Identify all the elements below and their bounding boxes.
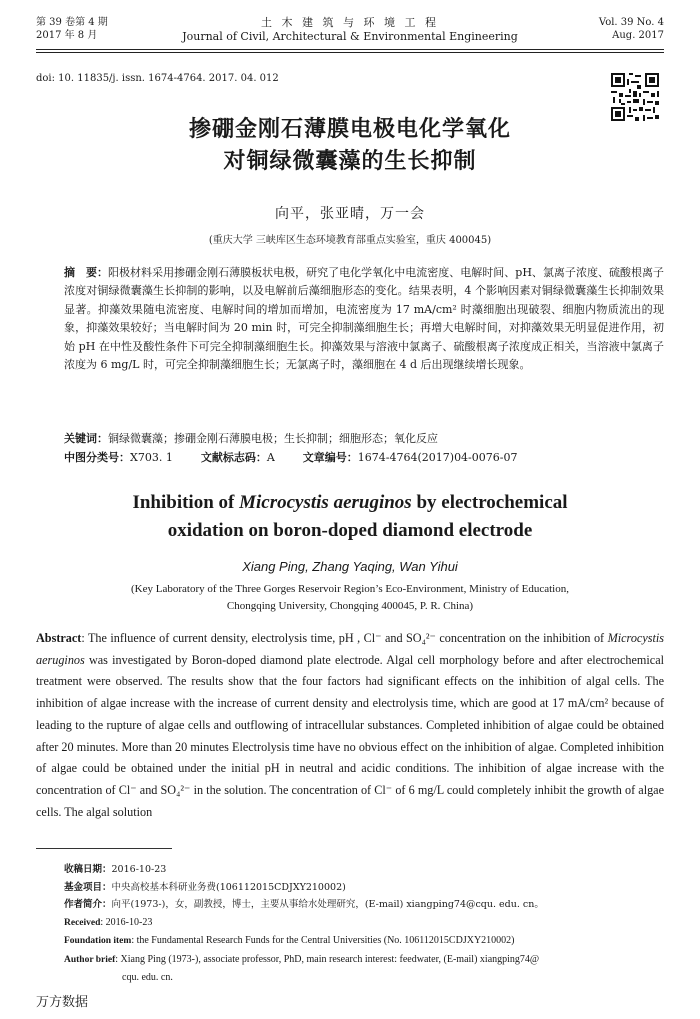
cn-authors: 向平，张亚晴，万一会 xyxy=(275,206,425,222)
doi[interactable]: doi: 10. 11835/j. issn. 1674-4764. 2017. 04. 012 xyxy=(36,73,279,84)
en-affiliation: (Key Laboratory of the Three Gorges Reservoir Region’s Eco-Environment, Ministry of Education, Chongqing University, Chongqing 400045, P. R. China) xyxy=(131,583,569,612)
footnote-received-cn: 收稿日期：2016-10-23 xyxy=(64,864,167,875)
en-abstract: Abstract: The influence of current density, electrolysis time, pH , Cl⁻ and SO₄²⁻ concentration on the inhibition of Microcystis aeruginos was investigated by Boron-doped diamond plate electrode. Algal cell morphology before and after electrochemical treatment were observed. The results show that the four factors had significant effects on the inhibition of algal cells. The inhibition of algae increase with the increase of current density and electrolysis time, which are good at 17 mA/cm² because of leading to the rupture of algae cells and outflowing of intracellular substances. Completed inhibition of algae could be obtained after 20 minutes. More than 20 minutes Electrolysis time have no obvious effect on the inhibition of algae. Completed inhibition of algae could be obtained under the initial pH in neutral and acidic conditions. The inhibition of algae increase with the concentration of Cl⁻ and SO₄²⁻ in the solution. The concentration of Cl⁻ of 6 mg/L could completely inhibit the growth of algae cells. The algal solution xyxy=(36,631,664,819)
footnote-author-en: Author brief: Xiang Ping (1973-), associate professor, PhD, main research interest: feedwater, (E-mail) xiangping74@ xyxy=(64,953,540,965)
footnote-fund-en: Foundation item: the Fundamental Research Funds for the Central Universities (No. 106112015CDJXY210002) xyxy=(64,935,515,946)
footnote-author-en-cont: cqu. edu. cn. xyxy=(122,972,173,983)
running-header xyxy=(36,16,664,48)
cn-affiliation: (重庆大学 三峡库区生态环境教育部重点实验室，重庆 400045) xyxy=(208,235,492,246)
header-volume-en: Vol. 39 No. 4 Aug. 2017 xyxy=(598,17,664,41)
en-abstract-label: Abstract xyxy=(36,631,82,645)
en-title: Inhibition of Microcystis aeruginos by electrochemical oxidation on boron-doped diamond electrode xyxy=(132,492,568,541)
journal-name-cn: 土 木 建 筑 与 环 境 工 程 xyxy=(261,16,439,29)
cn-abstract-label: 摘 要： xyxy=(64,266,109,279)
cn-classification: 中图分类号：X703. 1 文献标志码：A 文章编号：1674-4764(2017)04-0076-07 xyxy=(64,451,518,464)
footnote-author-cn: 作者简介：向平(1973-)，女，副教授，博士，主要从事给水处理研究，(E-mail) xiangping74@cqu. edu. cn。 xyxy=(64,899,544,910)
cn-keywords: 关键词：铜绿微囊藻；掺硼金刚石薄膜电极；生长抑制；细胞形态；氧化反应 xyxy=(64,432,438,445)
footnote-rule xyxy=(36,848,172,849)
footnote-received-en: Received: 2016-10-23 xyxy=(64,916,153,928)
header-rule xyxy=(36,49,664,50)
watermark: 万方数据 xyxy=(36,995,89,1010)
journal-name-en: Journal of Civil, Architectural & Environmental Engineering xyxy=(182,30,518,43)
header-rule xyxy=(36,52,664,53)
footnotes xyxy=(64,861,664,987)
cn-abstract-text: 阳极材料采用掺硼金刚石薄膜板状电极，研究了电化学氧化中电流密度、电解时间、pH、氯离子浓度、硫酸根离子浓度对铜绿微囊藻生长抑制的影响，以及电解前后藻细胞形态的变化。结果表明，4 个影响因素对铜绿微囊藻生长抑制效果显著。抑藻效果随电流密度、电解时间的增加而增加，电流密度为 17 mA/cm² 时藻细胞出现破裂、细胞内物质流出的现象，抑藻效果较好；当电解时间为 20 min 时，可完全抑制藻细胞生长；再增大电解时间，对抑藻效果无明显促进作用，初始 pH 在中性及酸性条件下可完全抑制藻细胞生长。抑藻效果与溶液中氯离子、硫酸根离子浓度成正相关，当溶液中氯离子浓度为 6 mg/L 时，可完全抑制藻细胞生长；无氯离子时，藻细胞在 4 d 后出现继续增长现象。 xyxy=(64,266,664,372)
cn-abstract xyxy=(64,264,664,374)
en-authors: Xiang Ping, Zhang Yaqing, Wan Yihui xyxy=(242,559,458,574)
footnote-fund-cn: 基金项目：中央高校基本科研业务费(106112015CDJXY210002) xyxy=(64,881,346,893)
header-journal xyxy=(36,16,664,44)
cn-title: 掺硼金刚石薄膜电极电化学氧化 对铜绿微囊藻的生长抑制 xyxy=(188,117,511,174)
species-name: Microcystis aeruginos xyxy=(36,631,664,667)
header-volume: 第 39 卷第 4 期 2017 年 8 月 xyxy=(36,17,108,41)
species-name: Microcystis aeruginos xyxy=(239,492,412,513)
